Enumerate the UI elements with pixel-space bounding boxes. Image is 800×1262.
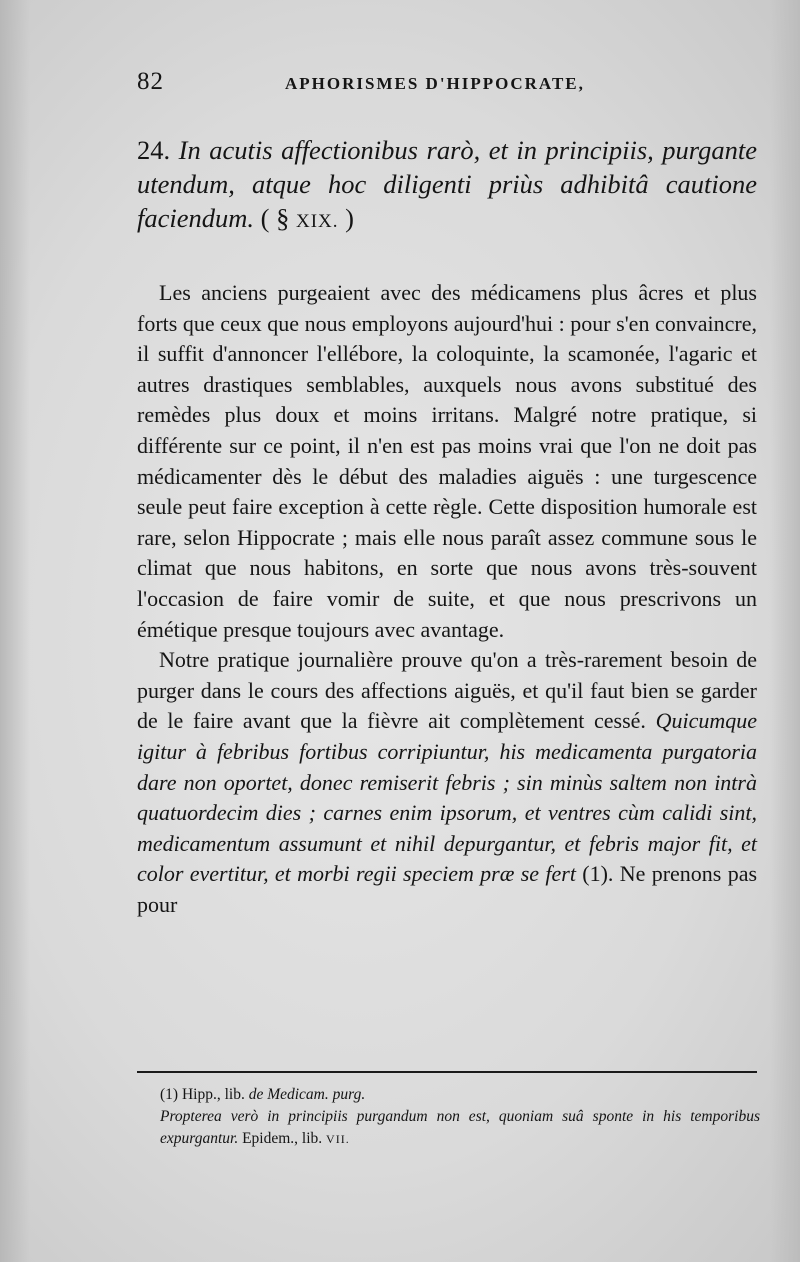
commentary-paragraph-2: [137, 645, 757, 920]
aphorism-reference: [261, 203, 354, 233]
ref-open: (: [260, 203, 270, 233]
page-shadow-right: [770, 0, 800, 1262]
footnote-epidem-ref: Epidem., lib.: [242, 1130, 323, 1147]
aphorism-latin-text: In acutis affectionibus rarò, et in principiis, purgante utendum, atque hoc diligenti priùs adhibitâ cautione faciendum.: [137, 135, 757, 233]
paragraph2-latin-quote: Quicumque igitur à febribus fortibus corripiuntur, his medicamenta purgatoria dare non oportet, donec remiserit febris ; sin minùs saltem non intrà quatuordecim dies ; carnes enim ipsorum, et ventres cùm calidi sint, medicamentum assumunt et nihil depurgantur, et febris major fit, et color evertitur, et morbi regii speciem præ se fert: [137, 708, 757, 887]
commentary-body: [137, 278, 757, 920]
footnote-reference: (1).: [582, 861, 614, 887]
section-sign: §: [276, 203, 290, 233]
page-shadow-left: [0, 0, 30, 1262]
page-header: [137, 68, 757, 104]
aphorism-number: 24.: [137, 135, 171, 165]
paragraph2-end: Ne prenons pas pour: [137, 861, 758, 917]
paragraph2-start: Notre pratique journalière prouve qu'on a très-rarement besoin de purger dans le cours des affections aiguës, et qu'il faut bien se garder de le faire avant que la fièvre ait complètement cessé.: [137, 647, 757, 734]
footnote-1-quote: [160, 1106, 760, 1150]
footnote-source: Hipp., lib.: [181, 1086, 245, 1103]
aphorism-block: [137, 133, 757, 239]
ref-numeral: XIX.: [295, 211, 339, 232]
commentary-paragraph-1: Les anciens purgeaient avec des médicamens plus âcres et plus forts que ceux que nous employons aujourd'hui : pour s'en convaincre, il suffit d'annoncer l'ellébore, la coloquinte, la scamonée, l'agaric et autres drastiques semblables, auxquels nous avons substitué des remèdes plus doux et moins irritans. Malgré notre pratique, si différente sur ce point, il n'en est pas moins vrai que l'on ne doit pas médicamenter dès le début des maladies aiguës : une turgescence seule peut faire exception à cette règle. Cette disposition humorale est rare, selon Hippocrate ; mais elle nous paraît assez commune sous le climat que nous habitons, en sorte que nous avons très-souvent l'occasion de faire vomir de suite, et que nous prescrivons un émétique presque toujours avec avantage.: [137, 280, 757, 642]
footnote-divider: [137, 1071, 757, 1073]
footnote-epidem-numeral: VII.: [326, 1132, 350, 1146]
footnote-work-title: de Medicam. purg.: [248, 1086, 366, 1103]
footnote-marker: (1): [160, 1086, 179, 1103]
footnote-1: [160, 1084, 760, 1106]
page-number: 82: [137, 68, 164, 95]
ref-close: ): [345, 203, 354, 233]
running-title: APHORISMES D'HIPPOCRATE,: [285, 74, 585, 93]
footnote-latin-quote: Propterea verò in principiis purgandum non est, quoniam suâ sponte in his temporibus expurgantur.: [160, 1108, 760, 1147]
footnotes: [160, 1084, 760, 1150]
